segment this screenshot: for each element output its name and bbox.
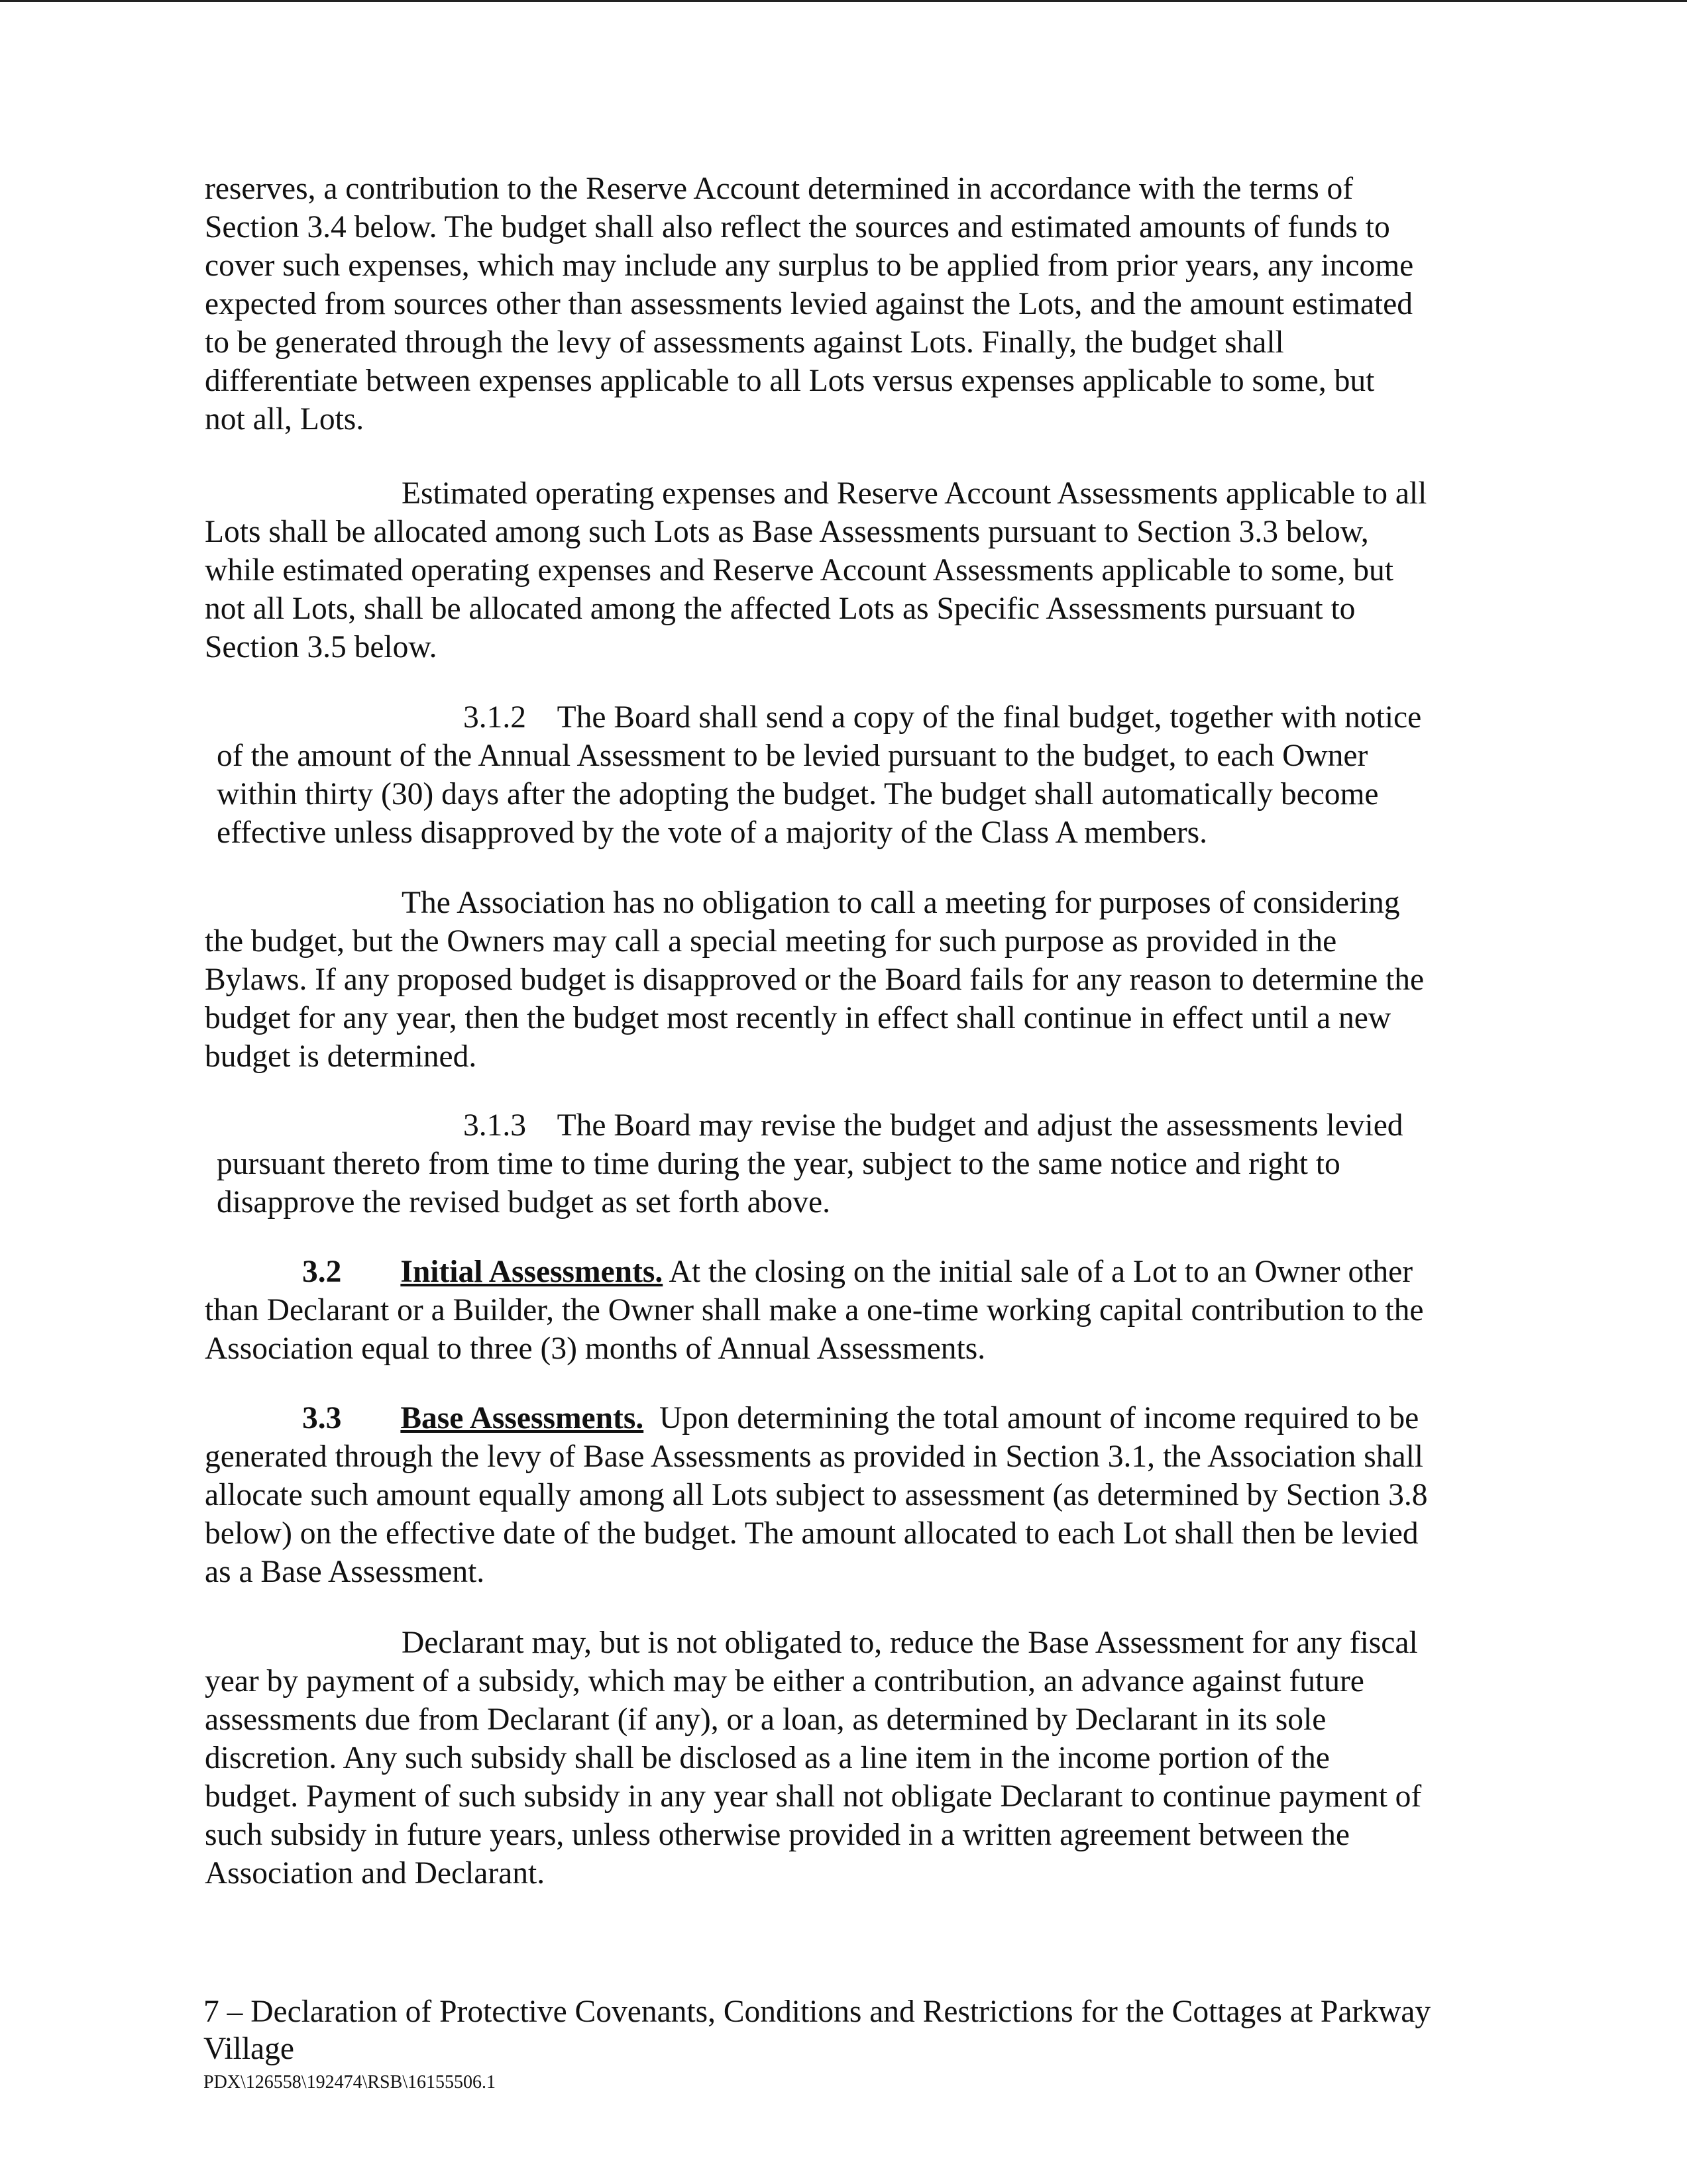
text-line: not all, Lots. <box>205 402 364 437</box>
text-line: Section 3.4 below. The budget shall also reflect the sources and estimated amounts of funds to <box>205 210 1390 244</box>
text-line: Declarant may, but is not obligated to, reduce the Base Assessment for any fiscal <box>402 1626 1418 1660</box>
section-number: 3.3 <box>302 1401 342 1435</box>
text-line: as a Base Assessment. <box>205 1555 485 1589</box>
text-line: of the amount of the Annual Assessment to be levied pursuant to the budget, to each Owner <box>217 739 1368 773</box>
text-line: budget for any year, then the budget most recently in effect shall continue in effect until a new <box>205 1001 1391 1035</box>
text-line: pursuant thereto from time to time during the year, subject to the same notice and right to <box>217 1147 1340 1181</box>
text-line: 3.1.3 The Board may revise the budget and adjust the assessments levied <box>463 1108 1403 1143</box>
section-line <box>302 1253 1413 1291</box>
text-line: reserves, a contribution to the Reserve Account determined in accordance with the terms of <box>205 172 1354 206</box>
text-line: 3.1.2 The Board shall send a copy of the final budget, together with notice <box>463 700 1422 735</box>
text-line: cover such expenses, which may include any surplus to be applied from prior years, any income <box>205 248 1414 283</box>
text-line: Section 3.5 below. <box>205 630 437 664</box>
text-line: Association and Declarant. <box>205 1856 545 1891</box>
text-line: budget is determined. <box>205 1039 477 1074</box>
text-line: Estimated operating expenses and Reserve Account Assessments applicable to all <box>402 476 1427 511</box>
text-line: allocate such amount equally among all Lots subject to assessment (as determined by Section 3.8 <box>205 1478 1428 1512</box>
section-line <box>302 1399 1419 1437</box>
text-line: year by payment of a subsidy, which may be either a contribution, an advance against future <box>205 1664 1364 1698</box>
text-line: while estimated operating expenses and Reserve Account Assessments applicable to some, but <box>205 553 1394 588</box>
text-line: The Association has no obligation to call a meeting for purposes of considering <box>402 886 1400 920</box>
text-line: Association equal to three (3) months of Annual Assessments. <box>205 1331 986 1366</box>
document-id: PDX\126558\192474\RSB\16155506.1 <box>203 2072 496 2093</box>
text-line: the budget, but the Owners may call a special meeting for such purpose as provided in the <box>205 924 1337 959</box>
text-line: budget. Payment of such subsidy in any year shall not obligate Declarant to continue payment of <box>205 1779 1422 1814</box>
text-line: disapprove the revised budget as set forth above. <box>217 1185 830 1220</box>
text-line: assessments due from Declarant (if any), or a loan, as determined by Declarant in its sole <box>205 1702 1327 1737</box>
footer-title-continued: Village <box>203 2032 294 2066</box>
section-number: 3.2 <box>302 1255 342 1289</box>
text-line: not all Lots, shall be allocated among the affected Lots as Specific Assessments pursuant to <box>205 592 1356 626</box>
text-line: effective unless disapproved by the vote of a majority of the Class A members. <box>217 815 1208 850</box>
page-top-border <box>0 0 1687 2</box>
text-line: expected from sources other than assessments levied against the Lots, and the amount estimated <box>205 287 1413 321</box>
text-line: differentiate between expenses applicable to all Lots versus expenses applicable to some, but <box>205 364 1375 398</box>
text-line: such subsidy in future years, unless otherwise provided in a written agreement between the <box>205 1818 1350 1852</box>
text-line: below) on the effective date of the budget. The amount allocated to each Lot shall then be levied <box>205 1516 1419 1551</box>
text-line: Bylaws. If any proposed budget is disapproved or the Board fails for any reason to determine the <box>205 962 1425 997</box>
text-run: At the closing on the initial sale of a Lot to an Owner other <box>663 1255 1413 1289</box>
text-line: within thirty (30) days after the adopting the budget. The budget shall automatically become <box>217 777 1379 811</box>
footer-title: 7 – Declaration of Protective Covenants, Conditions and Restrictions for the Cottages at Parkway <box>203 1995 1431 2029</box>
text-line: generated through the levy of Base Assessments as provided in Section 3.1, the Association shall <box>205 1439 1423 1474</box>
text-line: discretion. Any such subsidy shall be disclosed as a line item in the income portion of the <box>205 1741 1330 1775</box>
text-line: than Declarant or a Builder, the Owner shall make a one-time working capital contribution to the <box>205 1293 1424 1327</box>
text-line: to be generated through the levy of assessments against Lots. Finally, the budget shall <box>205 325 1284 360</box>
text-run: Upon determining the total amount of income required to be <box>643 1401 1419 1435</box>
text-line: Lots shall be allocated among such Lots as Base Assessments pursuant to Section 3.3 below, <box>205 515 1369 549</box>
section-heading: Initial Assessments. <box>400 1255 663 1289</box>
section-heading: Base Assessments. <box>400 1401 644 1435</box>
